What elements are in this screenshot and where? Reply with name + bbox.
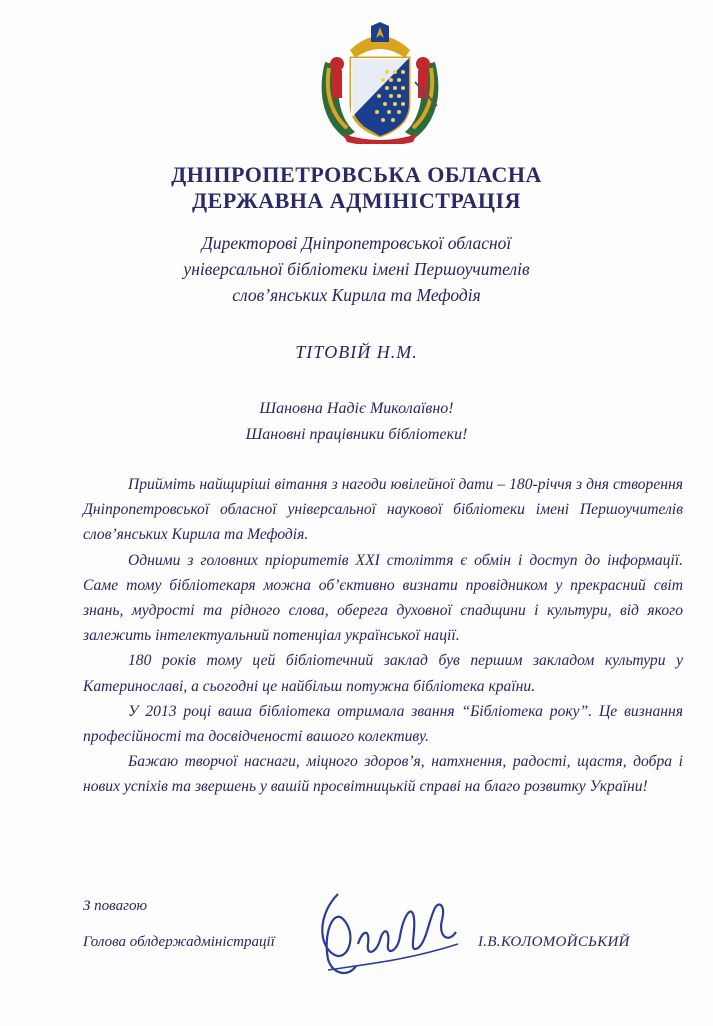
signer-title: Голова облдержадміністрації (83, 934, 275, 950)
body-paragraph-3: 180 років тому цей бібліотечний заклад був першим закладом культури у Катеринославі, а сьогодні це найбільш потужна бібліотека країни. (83, 652, 683, 695)
body-paragraph-4: У 2013 році ваша бібліотека отримала звання “Бібліотека року”. Це визнання професійності та досвідченості вашого колективу. (83, 702, 683, 746)
signer-name: І.В.КОЛОМОЙСЬКИЙ (478, 934, 630, 950)
coat-of-arms-icon (315, 22, 445, 144)
greeting-line2: Шановні працівники бібліотеки! (245, 426, 468, 443)
body-paragraph-5: Бажаю творчої наснаги, міцного здоров’я, натхнення, радості, щастя, добра і нових успіхів та звершень у вашій просвітницькій справі на благо розвитку України! (83, 753, 683, 796)
closing-regards: З повагою (83, 898, 148, 914)
org-name-line2: ДЕРЖАВНА АДМІНІСТРАЦІЯ (192, 188, 521, 213)
body-paragraph-1: Прийміть найщиріші вітання з нагоди ювілейної дати – 180-річчя з дня створення Дніпропетровської обласної універсальної наукової бібліотеки імені Першоучителів слов’янських Кирила та Мефодія. (83, 476, 683, 544)
addressee-line3: слов’янських Кирила та Мефодія (232, 285, 481, 305)
handwritten-signature-icon (308, 874, 468, 984)
letter-body (83, 472, 683, 800)
body-paragraph-2: Одними з головних пріоритетів XXI століття є обмін і доступ до інформації. Саме тому бібліотекаря можна об’єктивно визнати провідником у прекрасний світ знань, мудрості та рідного слова, оберега духовної спадщини і культури, від якого залежить інтелектуальний потенціал української нації. (83, 551, 683, 645)
addressee-line2: універсальної бібліотеки імені Першоучителів (183, 259, 530, 279)
addressee-line1: Директорові Дніпропетровської обласної (201, 233, 512, 253)
org-name-line1: ДНІПРОПЕТРОВСЬКА ОБЛАСНА (171, 162, 542, 187)
recipient-name: ТІТОВІЙ Н.М. (295, 342, 418, 362)
greeting-line1: Шановна Надіє Миколаївно! (259, 400, 454, 417)
